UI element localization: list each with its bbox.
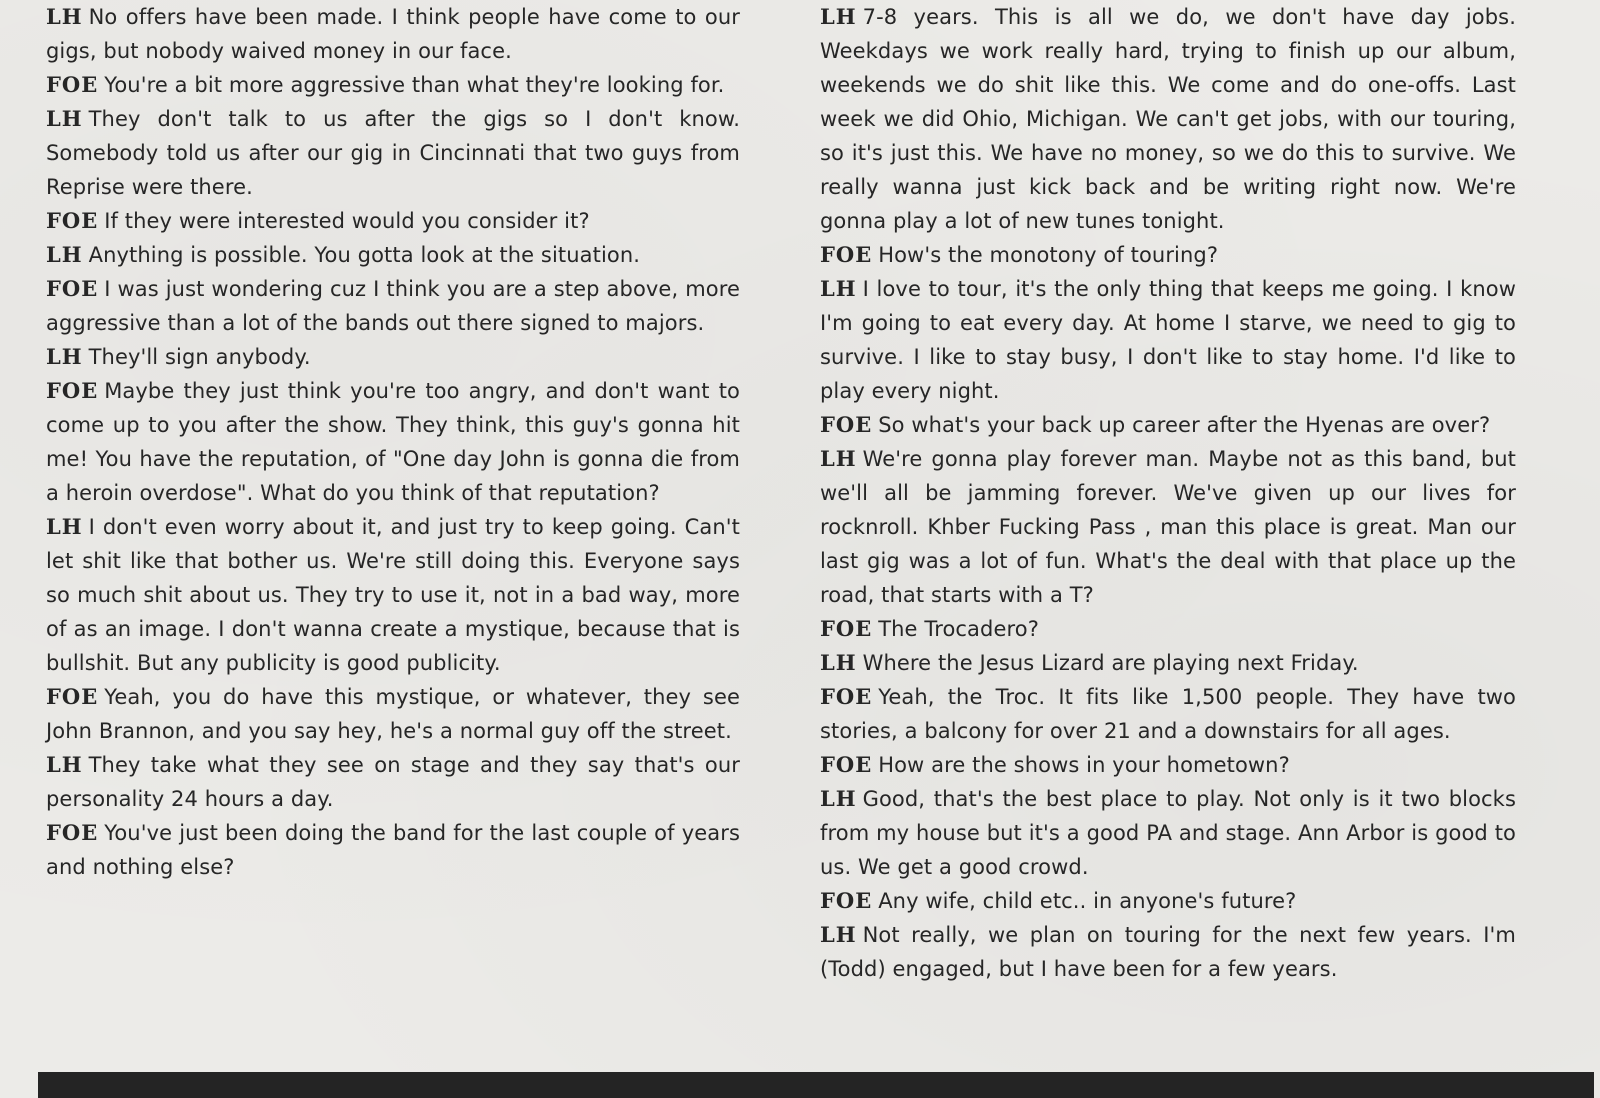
speaker-label: FOE (820, 888, 873, 913)
speaker-label: LH (46, 514, 83, 539)
speaker-label: LH (820, 922, 857, 947)
left-column (46, 0, 740, 884)
right-column (820, 0, 1516, 986)
qa-text: Good, that's the best place to play. Not only is it two blocks from my house but it's a good PA and stage. Ann Arbor is good to us. We get a good crowd. (820, 787, 1516, 879)
qa-text: Not really, we plan on touring for the next few years. I'm (Todd) engaged, but I have been for a few years. (820, 923, 1516, 981)
speaker-label: LH (46, 752, 83, 777)
bottom-photo-strip (38, 1072, 1594, 1098)
qa-text: Yeah, you do have this mystique, or whatever, they see John Brannon, and you say hey, he's a normal guy off the street. (46, 685, 740, 743)
qa-paragraph (46, 238, 740, 272)
speaker-label: LH (820, 446, 857, 471)
speaker-label: LH (820, 786, 857, 811)
qa-text: They'll sign anybody. (88, 345, 311, 369)
qa-paragraph (820, 408, 1516, 442)
qa-paragraph (46, 680, 740, 748)
qa-text: 7-8 years. This is all we do, we don't have day jobs. Weekdays we work really hard, trying to finish up our album, weekends we do shit like this. We come and do one-offs. Last week we did Ohio, Michigan. We can't get jobs, with our touring, so it's just this. We have no money, so we do this to survive. We really wanna just kick back and be writing right now. We're gonna play a lot of new tunes tonight. (820, 5, 1516, 233)
qa-text: Any wife, child etc.. in anyone's future? (878, 889, 1297, 913)
qa-paragraph (820, 272, 1516, 408)
qa-paragraph (46, 102, 740, 204)
qa-text: How's the monotony of touring? (878, 243, 1219, 267)
speaker-label: LH (46, 4, 83, 29)
qa-paragraph (820, 0, 1516, 238)
qa-text: Maybe they just think you're too angry, and don't want to come up to you after the show. They think, this guy's gonna hit me! You have the reputation, of "One day John is gonna die from a heroin overdose". What do you think of that reputation? (46, 379, 740, 505)
speaker-label: FOE (820, 684, 873, 709)
qa-paragraph (820, 884, 1516, 918)
qa-text: I was just wondering cuz I think you are a step above, more aggressive than a lot of the bands out there signed to majors. (46, 277, 740, 335)
speaker-label: FOE (820, 242, 873, 267)
qa-paragraph (820, 238, 1516, 272)
speaker-label: LH (820, 650, 857, 675)
qa-paragraph (46, 340, 740, 374)
speaker-label: FOE (46, 378, 99, 403)
qa-paragraph (46, 748, 740, 816)
qa-paragraph (46, 816, 740, 884)
speaker-label: FOE (820, 752, 873, 777)
qa-paragraph (820, 918, 1516, 986)
speaker-label: FOE (820, 616, 873, 641)
speaker-label: FOE (46, 684, 99, 709)
qa-paragraph (46, 0, 740, 68)
qa-paragraph (46, 374, 740, 510)
qa-paragraph (46, 272, 740, 340)
speaker-label: LH (820, 4, 857, 29)
qa-paragraph (46, 68, 740, 102)
qa-text: The Trocadero? (878, 617, 1039, 641)
speaker-label: LH (46, 344, 83, 369)
qa-paragraph (820, 612, 1516, 646)
speaker-label: FOE (46, 276, 99, 301)
qa-text: I don't even worry about it, and just try to keep going. Can't let shit like that bother us. We're still doing this. Everyone says so much shit about us. They try to use it, not in a bad way, more of as an image. I don't wanna create a mystique, because that is bullshit. But any publicity is good publicity. (46, 515, 740, 675)
qa-text: Yeah, the Troc. It fits like 1,500 people. They have two stories, a balcony for over 21 and a downstairs for all ages. (820, 685, 1516, 743)
qa-text: I love to tour, it's the only thing that keeps me going. I know I'm going to eat every day. At home I starve, we need to gig to survive. I like to stay busy, I don't like to stay home. I'd like to play every night. (820, 277, 1516, 403)
qa-paragraph (820, 680, 1516, 748)
qa-text: So what's your back up career after the Hyenas are over? (878, 413, 1491, 437)
speaker-label: LH (820, 276, 857, 301)
qa-text: Where the Jesus Lizard are playing next Friday. (862, 651, 1359, 675)
qa-text: You're a bit more aggressive than what they're looking for. (104, 73, 725, 97)
qa-text: How are the shows in your hometown? (878, 753, 1290, 777)
qa-paragraph (820, 748, 1516, 782)
qa-text: If they were interested would you consider it? (104, 209, 590, 233)
speaker-label: FOE (46, 72, 99, 97)
qa-paragraph (820, 782, 1516, 884)
speaker-label: FOE (820, 412, 873, 437)
qa-text: You've just been doing the band for the last couple of years and nothing else? (46, 821, 740, 879)
qa-paragraph (46, 204, 740, 238)
qa-text: No offers have been made. I think people have come to our gigs, but nobody waived money in our face. (46, 5, 740, 63)
speaker-label: LH (46, 106, 83, 131)
speaker-label: FOE (46, 820, 99, 845)
qa-text: We're gonna play forever man. Maybe not as this band, but we'll all be jamming forever. We've given up our lives for rocknroll. Khber Fucking Pass , man this place is great. Man our last gig was a lot of fun. What's the deal with that place up the road, that starts with a T? (820, 447, 1516, 607)
speaker-label: LH (46, 242, 83, 267)
qa-paragraph (820, 646, 1516, 680)
qa-paragraph (46, 510, 740, 680)
qa-text: They don't talk to us after the gigs so I don't know. Somebody told us after our gig in Cincinnati that two guys from Reprise were there. (46, 107, 740, 199)
qa-text: They take what they see on stage and they say that's our personality 24 hours a day. (46, 753, 740, 811)
qa-paragraph (820, 442, 1516, 612)
speaker-label: FOE (46, 208, 99, 233)
qa-text: Anything is possible. You gotta look at the situation. (88, 243, 641, 267)
